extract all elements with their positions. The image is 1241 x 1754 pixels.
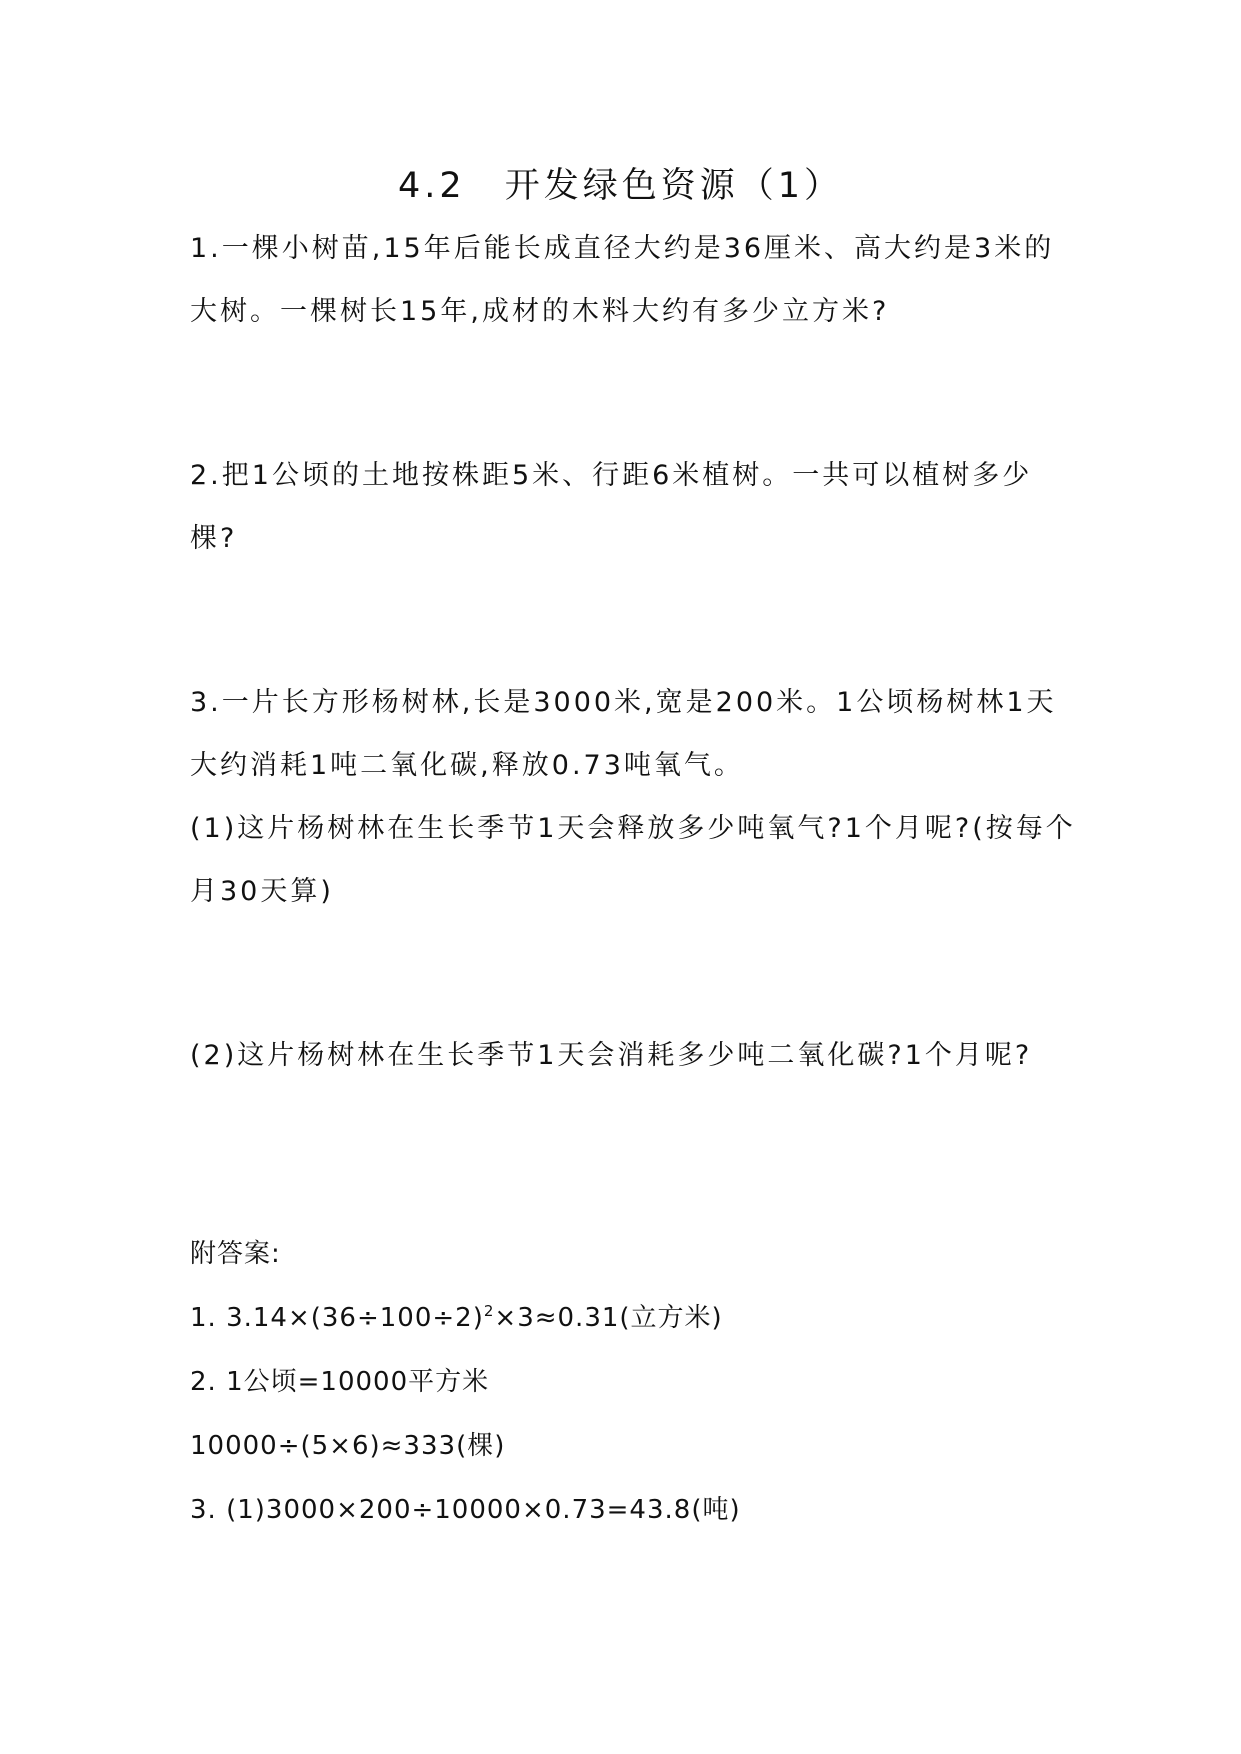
question-3-sub-1-line-1: (1)这片杨树林在生长季节1天会释放多少吨氧气?1个月呢?(按每个 (190, 813, 1076, 844)
page-title: 4.2 开发绿色资源（1） (398, 166, 843, 206)
answers-heading: 附答案: (190, 1239, 281, 1269)
answer-1-result: ×3≈0.31(立方米) (494, 1303, 723, 1333)
answer-2-line-2: 10000÷(5×6)≈333(棵) (190, 1431, 506, 1461)
question-1-line-1: 1.一棵小树苗,15年后能长成直径大约是36厘米、高大约是3米的 (190, 233, 1055, 264)
question-3-sub-1-line-2: 月30天算) (190, 876, 334, 907)
answer-3-line-1: 3. (1)3000×200÷10000×0.73=43.8(吨) (190, 1495, 741, 1525)
answer-1 (190, 1298, 723, 1338)
question-2-line-2: 棵? (190, 523, 238, 554)
question-3-line-1: 3.一片长方形杨树林,长是3000米,宽是200米。1公顷杨树林1天 (190, 687, 1057, 718)
answer-1-exponent: 2 (483, 1302, 495, 1320)
question-3-line-2: 大约消耗1吨二氧化碳,释放0.73吨氧气。 (190, 750, 744, 781)
answer-2-line-1: 2. 1公顷=10000平方米 (190, 1367, 490, 1397)
question-2-line-1: 2.把1公顷的土地按株距5米、行距6米植树。一共可以植树多少 (190, 460, 1033, 491)
answer-1-expression: 1. 3.14×(36÷100÷2) (190, 1303, 484, 1333)
question-3-sub-2-line-1: (2)这片杨树林在生长季节1天会消耗多少吨二氧化碳?1个月呢? (190, 1040, 1033, 1071)
question-1-line-2: 大树。一棵树长15年,成材的木料大约有多少立方米? (190, 296, 890, 327)
